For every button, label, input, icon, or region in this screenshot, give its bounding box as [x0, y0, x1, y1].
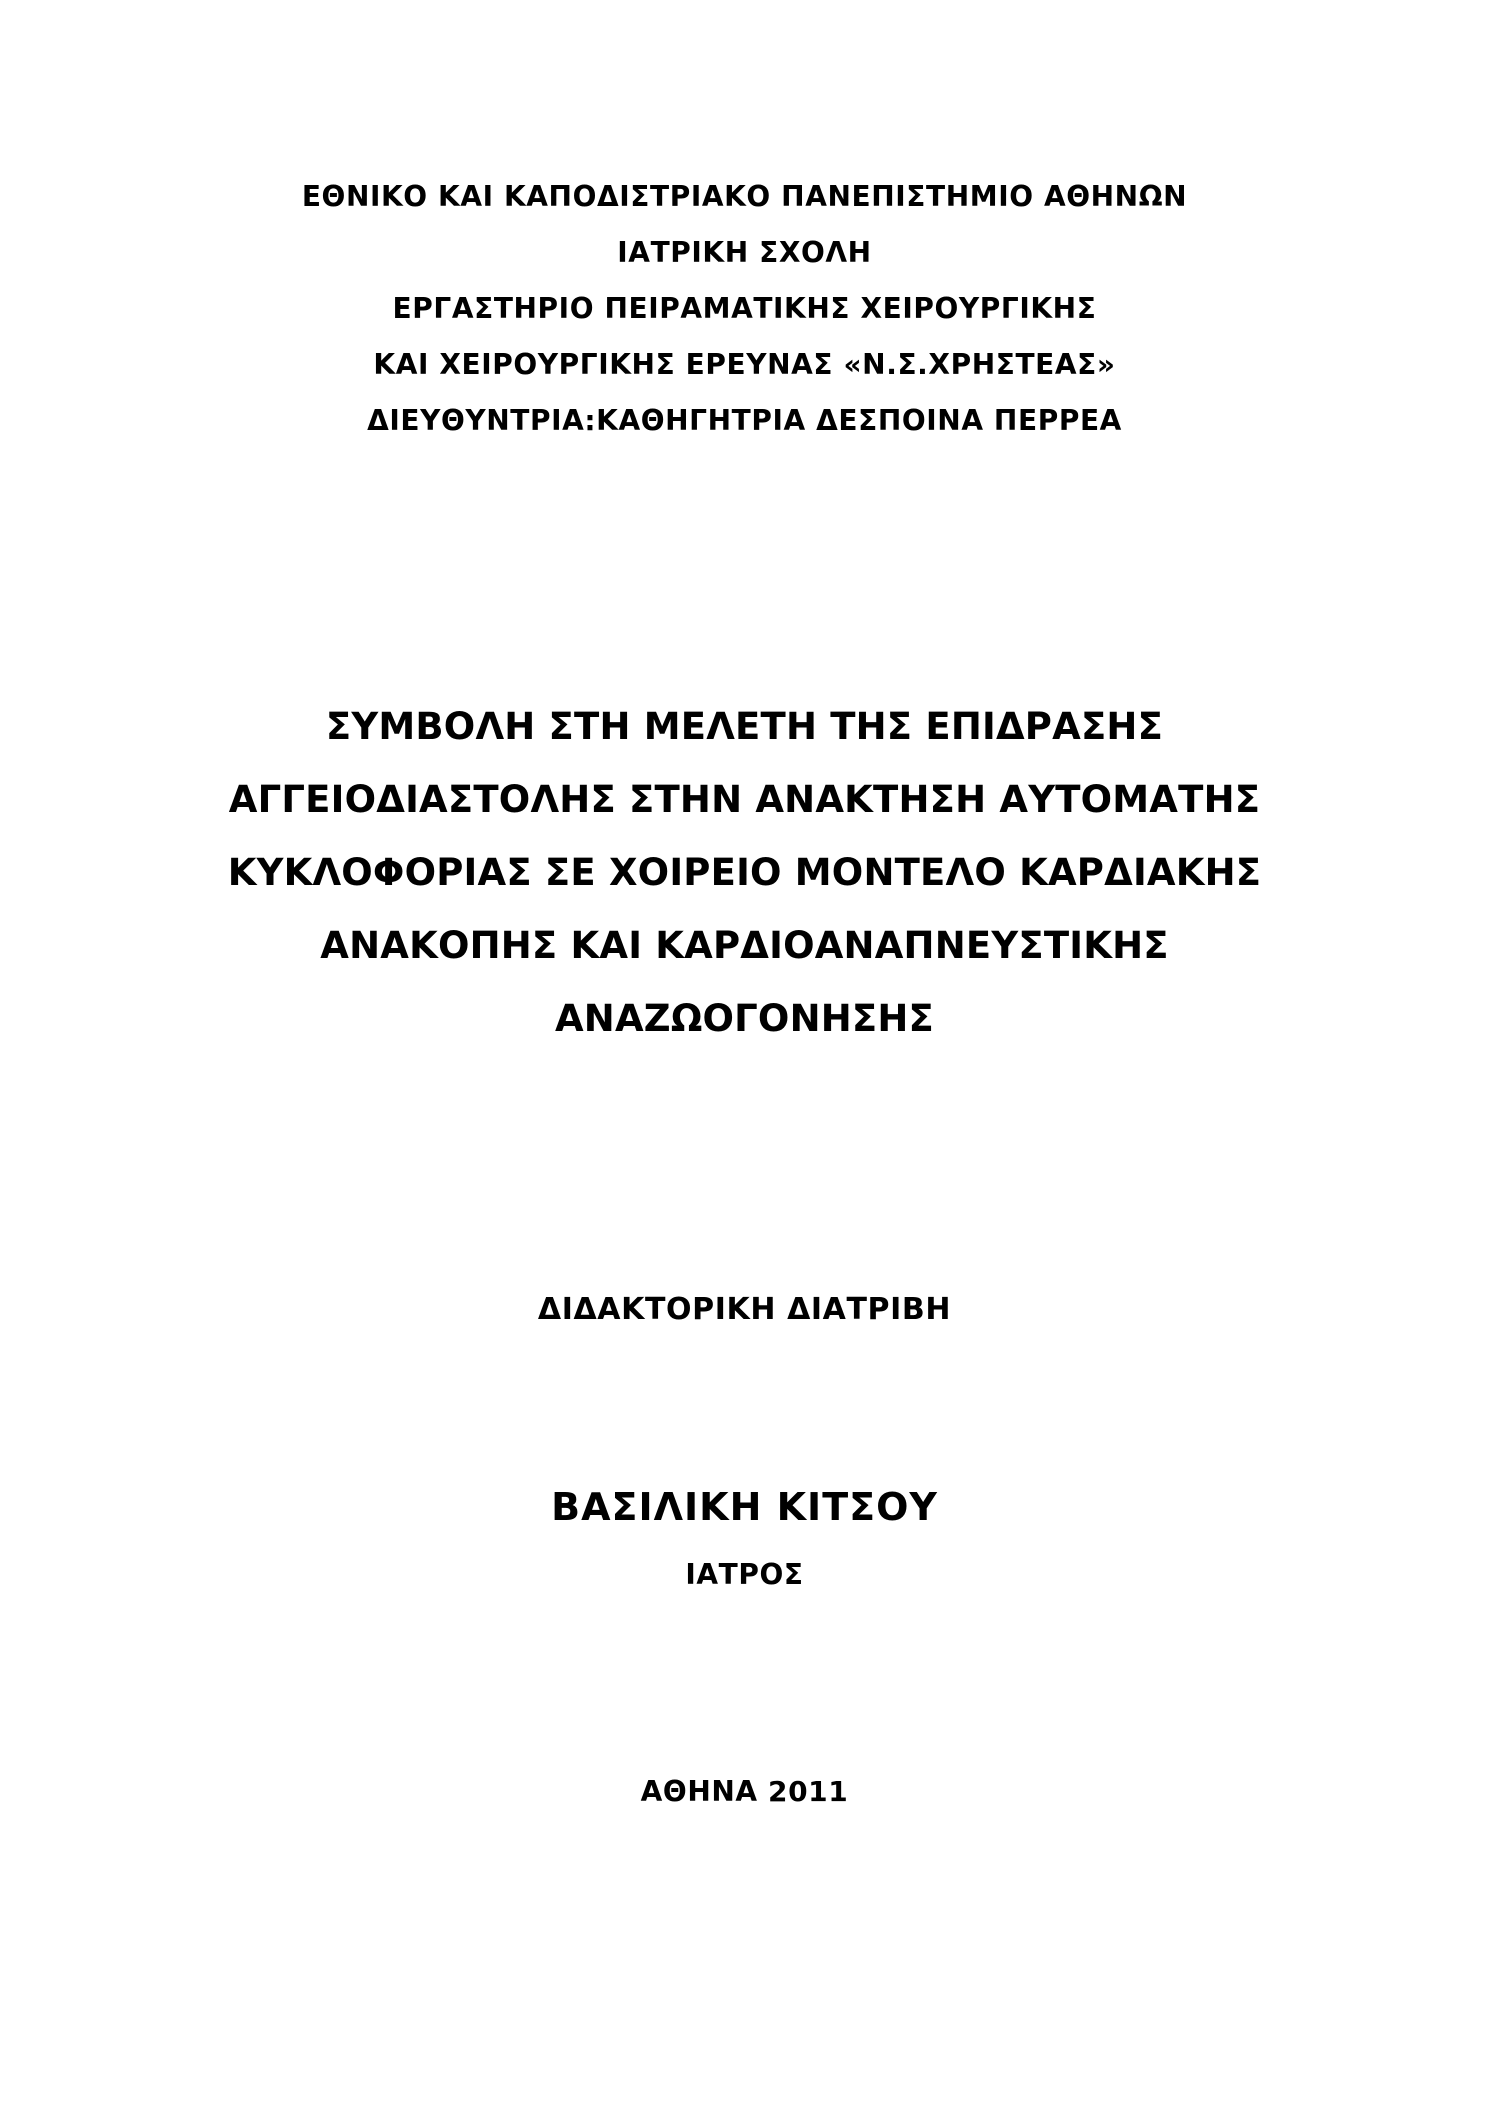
thesis-title-line-2: ΑΓΓΕΙΟΔΙΑΣΤΟΛΗΣ ΣΤΗΝ ΑΝΑΚΤΗΣΗ ΑΥΤΟΜΑΤΗΣ	[228, 778, 1261, 821]
school-name: ΙΑΤΡΙΚΗ ΣΧΟΛΗ	[617, 236, 872, 269]
place-and-year: ΑΘΗΝΑ 2011	[640, 1775, 849, 1808]
author-profession: ΙΑΤΡΟΣ	[685, 1558, 804, 1591]
document-type: ΔΙΔΑΚΤΟΡΙΚΗ ΔΙΑΤΡΙΒΗ	[537, 1292, 952, 1327]
laboratory-name: ΕΡΓΑΣΤΗΡΙΟ ΠΕΙΡΑΜΑΤΙΚΗΣ ΧΕΙΡΟΥΡΓΙΚΗΣ	[392, 292, 1097, 325]
university-name: ΕΘΝΙΚΟ ΚΑΙ ΚΑΠΟΔΙΣΤΡΙΑΚΟ ΠΑΝΕΠΙΣΤΗΜΙΟ ΑΘΗΝΩΝ	[301, 180, 1188, 213]
thesis-title-line-4: ΑΝΑΚΟΠΗΣ ΚΑΙ ΚΑΡΔΙΟΑΝΑΠΝΕΥΣΤΙΚΗΣ	[320, 924, 1169, 967]
author-name: ΒΑΣΙΛΙΚΗ ΚΙΤΣΟΥ	[551, 1485, 938, 1529]
thesis-title-line-1: ΣΥΜΒΟΛΗ ΣΤΗ ΜΕΛΕΤΗ ΤΗΣ ΕΠΙΔΡΑΣΗΣ	[325, 705, 1164, 748]
director-line: ΔΙΕΥΘΥΝΤΡΙΑ:ΚΑΘΗΓΗΤΡΙΑ ΔΕΣΠΟΙΝΑ ΠΕΡΡΕΑ	[367, 404, 1122, 437]
laboratory-name-continued: ΚΑΙ ΧΕΙΡΟΥΡΓΙΚΗΣ ΕΡΕΥΝΑΣ «Ν.Σ.ΧΡΗΣΤΕΑΣ»	[373, 348, 1116, 381]
thesis-title-line-5: ΑΝΑΖΩΟΓΟΝΗΣΗΣ	[554, 997, 935, 1040]
thesis-title-line-3: ΚΥΚΛΟΦΟΡΙΑΣ ΣΕ ΧΟΙΡΕΙΟ ΜΟΝΤΕΛΟ ΚΑΡΔΙΑΚΗΣ	[227, 851, 1262, 894]
